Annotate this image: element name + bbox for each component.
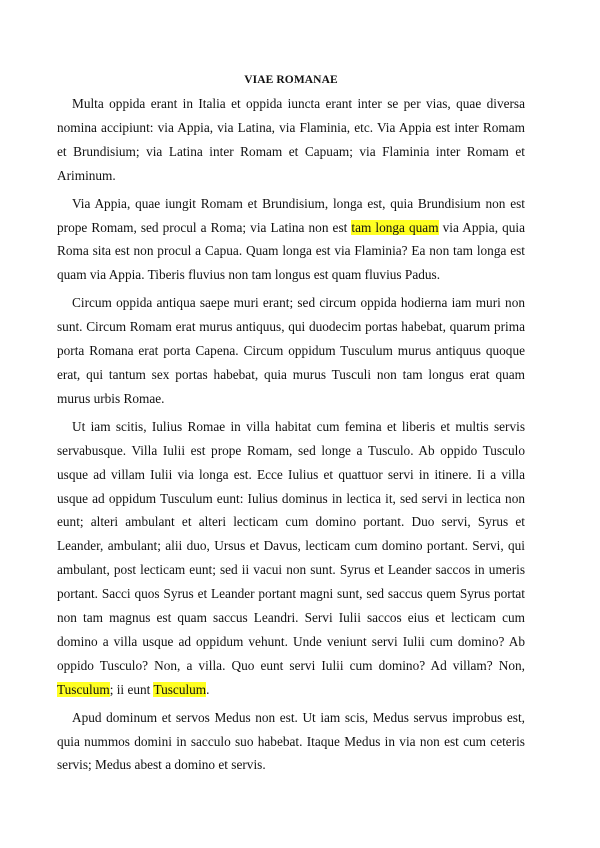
paragraph-1 <box>57 92 525 188</box>
paragraph-text: Multa oppida erant in Italia et oppida iuncta erant inter se per vias, quae diversa nomina accipiunt: via Appia, via Latina, via Flaminia, etc. Via Appia est inter Romam et Brundisium; via Latina inter Romam et Capuam; via Flaminia inter Romam et Ariminum. <box>57 96 525 183</box>
paragraph-text: Circum oppida antiqua saepe muri erant; sed circum oppida hodierna iam muri non sunt. Circum Romam erat murus antiquus, qui duodecim portas habebat, quarum prima porta Romana erat porta Capena. Circum oppidum Tusculum murus antiquus quoque erat, qui tantum sex portas habebat, quia murus Tusculi non tam longus erat quam murus urbis Romae. <box>57 295 525 406</box>
paragraph-text: Apud dominum et servos Medus non est. Ut iam scis, Medus servus improbus est, quia nummos domini in sacculo suo habebat. Itaque Medus in via non est cum ceteris servis; Medus abest a domino et servis. <box>57 709 525 773</box>
paragraph-text: Ut iam scitis, Iulius Romae in villa habitat cum femina et liberis et multis servis servabusque. Villa Iulii est prope Romam, sed longe a Tusculo. Ab oppido Tusculo usque ad villam Iulii via longa est. Ecce Iulius et quattuor servi in itinere. Ii a villa usque ad oppidum Tusculum eunt: Iulius dominus in lectica it, sed servi in lectica non eunt; alteri ambulant et alteri lecticam cum domino portant. Duo servi, Syrus et Leander, ambulant; alii duo, Ursus et Davus, lecticam cum domino portant. Servi, qui ambulant, post lecticam eunt; sed ii vacui non sunt. Syrus et Leander saccos in umeris portant. Sacci quos Syrus et Leander portant magni sunt, sed saccus quem Syrus portat non tam magnus est quam saccus Leandri. Servi Iulii saccos eius et lecticam cum domino a villa usque ad oppidum vehunt. Unde veniunt servi Iulii cum domino? Ab oppido Tusculo? Non, a villa. Quo eunt servi Iulii cum domino? Ad villam? Non, <box>57 418 525 673</box>
highlighted-text: tam longa quam <box>351 219 439 235</box>
paragraph-4 <box>57 415 525 702</box>
paragraph-2 <box>57 192 525 288</box>
paragraph-text: ; ii eunt <box>109 681 154 697</box>
paragraph-text: via Appia, quia Roma sita est non procul a Capua. Quam longa est via Flaminia? Ea non tam longa est quam via Appia. Tiberis fluvius non tam longus est quam fluvius Padus. <box>57 219 525 283</box>
paragraph-3 <box>57 291 525 411</box>
paragraph-text: Via Appia, quae iungit Romam et Brundisium, longa est, quia Brundisium non est prope Romam, sed procul a Roma; via Latina non est <box>57 195 525 235</box>
paragraph-text: . <box>206 681 210 697</box>
highlighted-text: Tusculum <box>57 681 110 697</box>
highlighted-text: Tusculum <box>153 681 207 697</box>
document-title: VIAE ROMANAE <box>244 74 338 86</box>
document-page <box>57 72 525 781</box>
paragraph-5 <box>57 706 525 778</box>
